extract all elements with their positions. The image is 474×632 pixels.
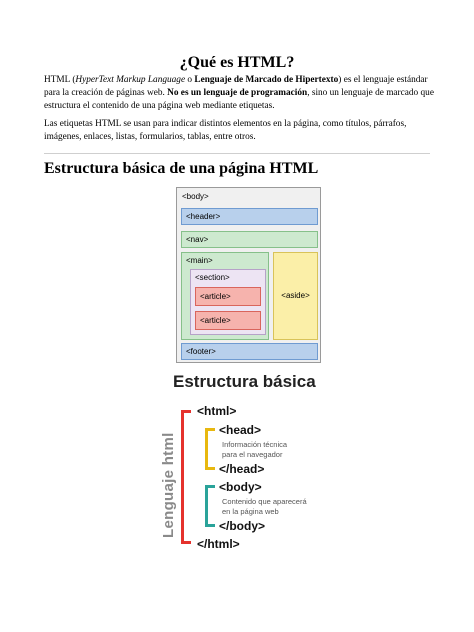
intro-italic-term: HyperText Markup Language: [75, 75, 186, 85]
page-title: ¿Qué es HTML?: [179, 54, 295, 71]
intro-paragraph: [44, 74, 436, 113]
body-bracket: [205, 485, 215, 527]
footer-block: [181, 343, 318, 360]
body-close-tag: </body>: [219, 519, 266, 533]
html-bracket: [181, 410, 191, 544]
intro-text-1: HTML (: [44, 75, 76, 85]
head-close-tag: </head>: [219, 462, 265, 476]
footer-label: <footer>: [186, 347, 216, 356]
nav-label: <nav>: [186, 235, 209, 244]
article-label-2: <article>: [200, 316, 231, 325]
body-label: <body>: [182, 192, 209, 201]
head-note-2: para el navegador: [222, 450, 283, 459]
intro-bold-term: Lenguaje de Marcado de Hipertexto: [194, 75, 339, 85]
intro-text-3: o: [185, 75, 195, 85]
body-note-2: en la página web: [222, 507, 279, 516]
intro-text-5: ) es el lenguaje estándar para la creación de páginas web.: [44, 75, 428, 98]
head-note-1: Información técnica: [222, 440, 288, 449]
intro-bold-statement: No es un lenguaje de programación: [167, 88, 308, 98]
header-label: <header>: [186, 212, 221, 221]
side-label: Lenguaje html: [160, 432, 177, 538]
body-note-1: Contenido que aparecerá: [222, 497, 307, 506]
tags-paragraph: Las etiquetas HTML se usan para indicar distintos elementos en la página, como títulos, párrafos, imágenes, enlaces, listas, formularios, tablas, entre otros.: [44, 119, 407, 142]
html-close-tag: </html>: [197, 537, 240, 551]
structure-diagram-title: Estructura básica: [173, 372, 316, 391]
article-block-1: [195, 287, 261, 306]
main-label: <main>: [186, 256, 213, 265]
article-label-1: <article>: [200, 292, 231, 301]
header-block: [181, 208, 318, 225]
body-open-tag: <body>: [219, 480, 262, 494]
section-heading: Estructura básica de una página HTML: [44, 160, 319, 177]
intro-text-7: , sino un lenguaje de marcado que estructura el contenido de una página web mediante etiquetas.: [44, 88, 434, 111]
section-block: [190, 269, 266, 335]
main-block: [181, 252, 269, 340]
html-open-tag: <html>: [197, 404, 237, 418]
aside-block: [273, 252, 318, 340]
head-open-tag: <head>: [219, 423, 262, 437]
html-layout-diagram: [176, 187, 321, 363]
article-block-2: [195, 311, 261, 330]
nav-block: [181, 231, 318, 248]
section-label: <section>: [195, 273, 230, 282]
head-bracket: [205, 428, 215, 470]
divider: [44, 153, 430, 154]
aside-label: <aside>: [281, 291, 310, 300]
